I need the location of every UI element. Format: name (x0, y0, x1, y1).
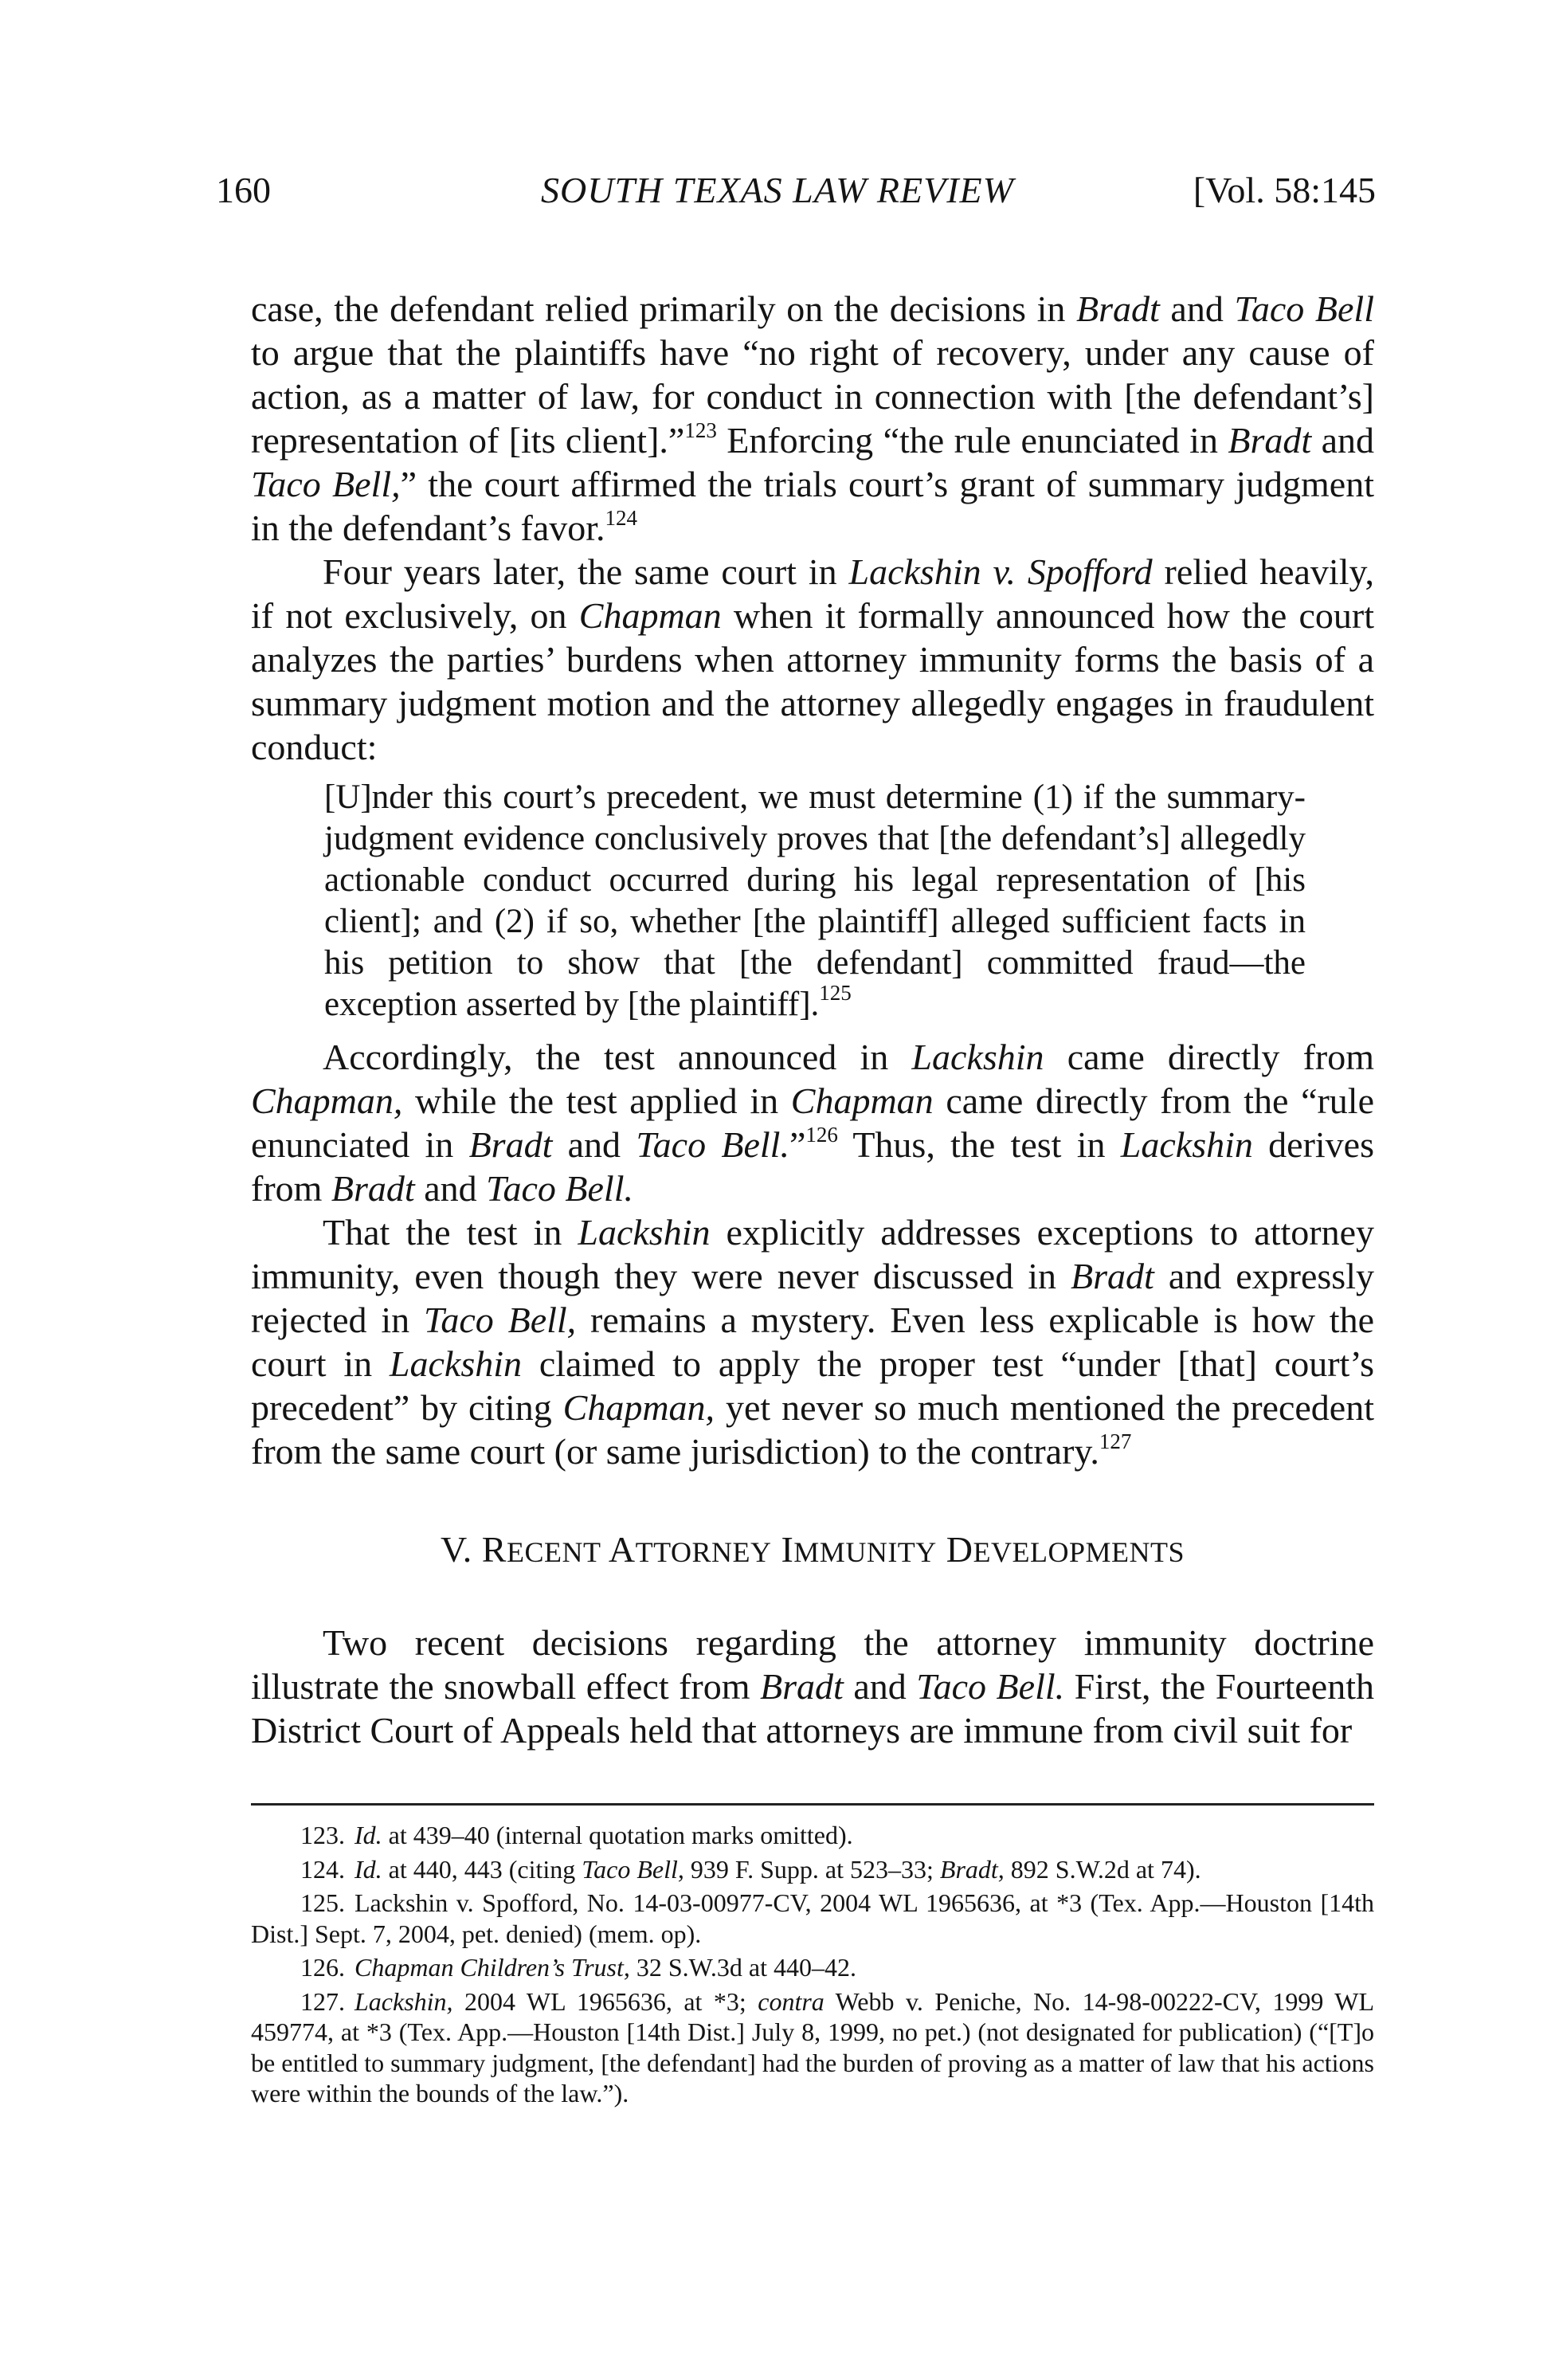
paragraph: Four years later, the same court in Lackshin v. Spofford relied heavily, if not exclusively, on Chapman when it formally announced how the court analyzes the parties’ burdens when attorney immunity forms the basis of a summary judgment motion and the attorney allegedly engages in fraudulent conduct: (251, 551, 1375, 767)
paragraph: case, the defendant relied primarily on the decisions in Bradt and Taco Bell to argue that the plaintiffs have “no right of recovery, under any cause of action, as a matter of law, for conduct in connection with [the defendant’s] representation of [its client].”$^{123}$ Enforcing “the rule enunciated in Bradt and Taco Bell,” the court affirmed the trials court’s grant of summary judgment in the defendant’s favor.$^{124}$ (251, 288, 1375, 548)
footnote: 123. Id. at 439–40 (internal quotation marks omitted). (300, 1821, 853, 1849)
footnote-ref[interactable]: 127 (1099, 1429, 1132, 1453)
footnote-divider (251, 1803, 1374, 1806)
footnote: 125. Lackshin v. Spofford, No. 14-03-00977-CV, 2004 WL 1965636, at *3 (Tex. App.—Houston [14th Dist.] Sept. 7, 2004, pet. denied) (mem. op). (251, 1888, 1374, 1948)
footnotes (251, 1820, 1374, 2112)
volume-citation: [Vol. 58:145 (1193, 170, 1376, 210)
page-number: 160 (216, 170, 271, 210)
article-body (251, 287, 1374, 1752)
footnote-ref[interactable]: 126 (805, 1123, 838, 1147)
footnote: 126. Chapman Children’s Trust, 32 S.W.3d at 440–42. (300, 1953, 857, 1982)
section-heading: V. RECENT ATTORNEY IMMUNITY DEVELOPMENTS (440, 1529, 1185, 1570)
paragraph: That the test in Lackshin explicitly addresses exceptions to attorney immunity, even though they were never discussed in Bradt and expressly rejected in Taco Bell, remains a mystery. Even less explicable is how the court in Lackshin claimed to apply the proper test “under [that] court’s precedent” by citing Chapman, yet never so much mentioned the precedent from the same court (or same jurisdiction) to the contrary.$^{127}$ (251, 1212, 1375, 1472)
footnote-ref[interactable]: 124 (605, 506, 638, 530)
journal-title: SOUTH TEXAS LAW REVIEW (541, 170, 1014, 210)
footnote: 124. Id. at 440, 443 (citing Taco Bell, 939 F. Supp. at 523–33; Bradt, 892 S.W.2d at 74). (300, 1854, 1201, 1884)
footnote: 127. Lackshin, 2004 WL 1965636, at *3; contra Webb v. Peniche, No. 14-98-00222-CV, 1999 WL 459774, at *3 (Tex. App.—Houston [14th Dist.] July 8, 1999, no pet.) (not designated for publication) (“[T]o be entitled to summary judgment, [the defendant] had the burden of proving as a matter of law that his actions were within the bounds of the law.”). (251, 1986, 1375, 2107)
footnote-ref[interactable]: 123 (684, 418, 717, 442)
footnote-ref[interactable]: 125 (819, 981, 852, 1005)
block-quote: [U]nder this court’s precedent, we must determine (1) if the summary-judgment evidence conclusively proves that [the defendant’s] allegedly actionable conduct occurred during his legal representation of [his client]; and (2) if so, whether [the plaintiff] alleged sufficient facts in his petition to show that [the defendant] committed fraud—the exception asserted by [the plaintiff].$^{125}$ (324, 778, 1306, 1023)
paragraph: Accordingly, the test announced in Lackshin came directly from Chapman, while the test applied in Chapman came directly from the “rule enunciated in Bradt and Taco Bell.”$^{126}$ Thus, the test in Lackshin derives from Bradt and Taco Bell. (251, 1037, 1374, 1209)
paragraph: Two recent decisions regarding the attorney immunity doctrine illustrate the snowball effect from Bradt and Taco Bell. First, the Fourteenth District Court of Appeals held that attorneys are immune from civil suit for (251, 1622, 1374, 1751)
